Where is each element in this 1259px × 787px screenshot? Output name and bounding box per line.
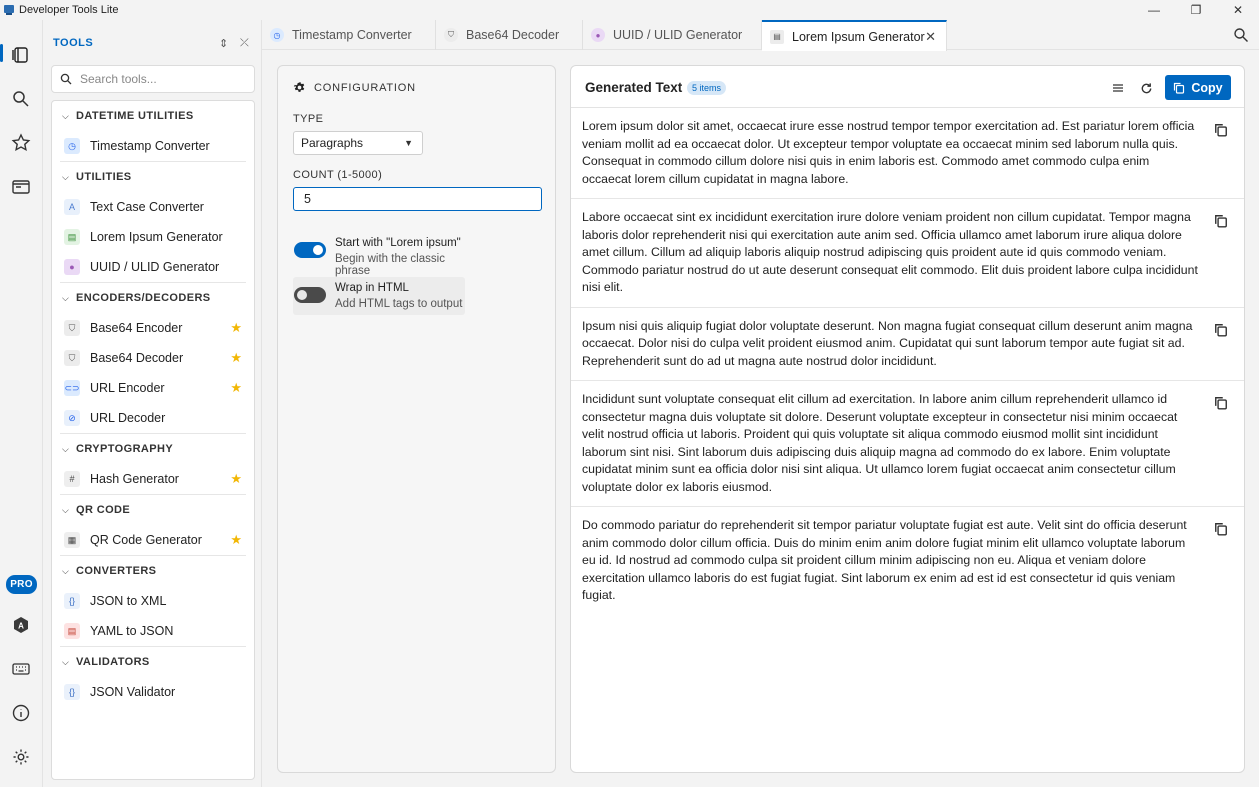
tab-bar bbox=[262, 20, 1259, 50]
count-input[interactable] bbox=[293, 187, 542, 211]
category-header[interactable] bbox=[52, 647, 254, 677]
copy-button-label: Copy bbox=[1191, 80, 1223, 95]
tool-item[interactable] bbox=[52, 252, 254, 282]
tool-name: YAML to JSON bbox=[90, 624, 174, 638]
chevron-down-icon: ⌵ bbox=[62, 656, 69, 667]
search-icon[interactable] bbox=[8, 86, 34, 112]
tab-label: UUID / ULID Generator bbox=[613, 28, 743, 42]
category-label: DATETIME UTILITIES bbox=[76, 110, 194, 122]
category-header[interactable] bbox=[52, 101, 254, 131]
star-icon[interactable] bbox=[8, 130, 34, 156]
chevron-down-icon: ⌵ bbox=[62, 443, 69, 454]
document-icon: ▤ bbox=[64, 229, 80, 245]
category-header[interactable] bbox=[52, 162, 254, 192]
category-label: CONVERTERS bbox=[76, 565, 157, 577]
category-header[interactable] bbox=[52, 434, 254, 464]
tool-name: Base64 Encoder bbox=[90, 321, 183, 335]
shield-icon: ⛉ bbox=[444, 28, 458, 42]
generated-paragraph bbox=[571, 308, 1245, 382]
keyboard-icon[interactable] bbox=[8, 656, 34, 682]
hash-icon: # bbox=[64, 471, 80, 487]
wrap-lines-icon[interactable] bbox=[1110, 80, 1126, 96]
output-header bbox=[571, 66, 1245, 108]
toggle-title: Start with "Lorem ipsum" bbox=[335, 237, 461, 249]
tool-item[interactable] bbox=[52, 343, 254, 373]
app-icon bbox=[3, 4, 15, 16]
tool-name: URL Encoder bbox=[90, 381, 165, 395]
paragraph-text: Do commodo pariatur do reprehenderit sit tempor pariatur voluptate fugiat est aute. Velit sint do officia deserunt anim commodo dolor cillum officia. Duis do minim enim anim dolore fugiat minim elit ullamco voluptate laborum eu id. Id nostrud ad commodo culpa sit proident cillum minim adipiscing non eu. Aliqua et veniam dolore exercitation ullamco laboris do est fugiat fugiat. Sint laborum ex enim ad est id est consectetur id quis veniam fugiat. bbox=[582, 518, 1187, 602]
tool-item[interactable] bbox=[52, 222, 254, 252]
paragraph-text: Lorem ipsum dolor sit amet, occaecat irure esse nostrud tempor tempor exercitation ad. Est pariatur lorem officia veniam mollit ad ea occaecat dolor. Ut excepteur tempor voluptate ea occaecat minim sed laborum nulla quis. Consequat in commodo cillum dolore nisi quis in enim laboris est. Commodo amet commodo culpa enim occaecat lorem cillum cupidatat in magna labore. bbox=[582, 119, 1195, 186]
copy-button[interactable] bbox=[1165, 75, 1231, 100]
tool-list bbox=[51, 100, 255, 780]
translate-icon[interactable] bbox=[8, 612, 34, 638]
tool-name: JSON Validator bbox=[90, 685, 176, 699]
tool-name: URL Decoder bbox=[90, 411, 166, 425]
title-bar bbox=[0, 0, 1259, 20]
category-label: ENCODERS/DECODERS bbox=[76, 292, 211, 304]
favorite-star-icon[interactable]: ★ bbox=[230, 471, 242, 486]
fingerprint-icon: ● bbox=[64, 259, 80, 275]
document-icon: ▤ bbox=[770, 30, 784, 44]
tool-name: Text Case Converter bbox=[90, 200, 204, 214]
tool-name: UUID / ULID Generator bbox=[90, 260, 220, 274]
shield-icon: ⛉ bbox=[64, 320, 80, 336]
category-label: UTILITIES bbox=[76, 171, 132, 183]
category-header[interactable] bbox=[52, 495, 254, 525]
tool-name: QR Code Generator bbox=[90, 533, 202, 547]
text-icon: A bbox=[64, 199, 80, 215]
sidebar-title: TOOLS bbox=[53, 37, 94, 49]
generated-paragraph bbox=[571, 381, 1245, 507]
maximize-button[interactable]: ❐ bbox=[1190, 3, 1202, 17]
close-window-button[interactable]: ✕ bbox=[1232, 3, 1244, 17]
braces-icon: {} bbox=[64, 684, 80, 700]
tab-lorem-ipsum-generator[interactable] bbox=[762, 20, 947, 51]
toggle-title: Wrap in HTML bbox=[335, 282, 409, 294]
unlink-icon: ⊘ bbox=[64, 410, 80, 426]
search-icon[interactable] bbox=[1233, 27, 1249, 43]
tool-item[interactable] bbox=[52, 313, 254, 343]
copy-paragraph-icon[interactable] bbox=[1214, 396, 1228, 410]
gear-icon[interactable] bbox=[8, 744, 34, 770]
tool-item[interactable] bbox=[52, 677, 254, 707]
chevron-down-icon: ▼ bbox=[404, 138, 413, 148]
category-label: QR CODE bbox=[76, 504, 131, 516]
close-tab-icon[interactable]: ✕ bbox=[925, 28, 936, 44]
favorite-star-icon[interactable]: ★ bbox=[230, 320, 242, 335]
tab-uuid-ulid-generator[interactable] bbox=[583, 20, 762, 50]
gear-icon bbox=[293, 81, 306, 94]
info-icon[interactable] bbox=[8, 700, 34, 726]
tool-name: Hash Generator bbox=[90, 472, 179, 486]
tab-label: Base64 Decoder bbox=[466, 28, 560, 42]
tools-icon[interactable] bbox=[8, 42, 34, 68]
category-label: CRYPTOGRAPHY bbox=[76, 443, 174, 455]
clock-icon: ◷ bbox=[64, 138, 80, 154]
favorite-star-icon[interactable]: ★ bbox=[230, 350, 242, 365]
items-count-badge: 5 items bbox=[687, 81, 726, 95]
tool-name: JSON to XML bbox=[90, 594, 167, 608]
tool-item[interactable] bbox=[52, 525, 254, 555]
count-input-value: 5 bbox=[304, 192, 311, 206]
tool-name: Lorem Ipsum Generator bbox=[90, 230, 223, 244]
category-header[interactable] bbox=[52, 283, 254, 313]
search-input[interactable] bbox=[80, 72, 240, 86]
pro-badge[interactable]: PRO bbox=[6, 575, 37, 594]
paragraph-text: Labore occaecat sint ex incididunt exercitation irure dolore veniam proident non cillum cupidatat. Tempor magna laboris dolor reprehenderit nisi qui exercitation aute anim sed. Officia ullamco amet laborum irure aliqua dolore amet cillum. Cillum ad aliquip laboris aliquip nostrud adipiscing quis proident aute id quis commodo veniam. Commodo pariatur nostrud do ut aute deserunt consequat elit commodo. Elit duis proident labore culpa incididunt nisi elit. bbox=[582, 210, 1198, 294]
paragraph-text: Ipsum nisi quis aliquip fugiat dolor voluptate deserunt. Non magna fugiat consequat cillum deserunt anim magna occaecat. Dolor nisi do culpa velit proident eiusmod anim. Cupidatat qui sunt laborum tempor aute fugiat sit ad. Reprehenderit sunt do ad ut magna aute nostrud dolor incididunt. bbox=[582, 318, 1193, 368]
copy-paragraph-icon[interactable] bbox=[1214, 323, 1228, 337]
tool-item[interactable] bbox=[52, 373, 254, 403]
generated-paragraph bbox=[571, 108, 1245, 199]
chevron-down-icon: ⌵ bbox=[62, 292, 69, 303]
paragraph-list bbox=[571, 108, 1245, 615]
copy-icon bbox=[1173, 82, 1185, 94]
count-label: COUNT (1-5000) bbox=[293, 169, 383, 181]
type-select-value: Paragraphs bbox=[301, 136, 364, 150]
start-with-lorem-toggle[interactable] bbox=[294, 242, 326, 258]
output-title: Generated Text bbox=[585, 80, 683, 95]
wrap-html-toggle[interactable] bbox=[294, 287, 326, 303]
tool-item[interactable] bbox=[52, 464, 254, 494]
generated-paragraph bbox=[571, 199, 1245, 308]
svg-text:A: A bbox=[18, 621, 24, 631]
window-title: Developer Tools Lite bbox=[19, 4, 119, 16]
sidebar-header bbox=[53, 35, 253, 51]
chevron-down-icon: ⌵ bbox=[62, 504, 69, 515]
braces-icon: {} bbox=[64, 593, 80, 609]
link-icon: ⊂⊃ bbox=[64, 380, 80, 396]
tool-item[interactable] bbox=[52, 586, 254, 616]
toggle-description: Add HTML tags to output bbox=[335, 298, 463, 310]
tab-label: Lorem Ipsum Generator bbox=[792, 29, 925, 44]
favorite-star-icon[interactable]: ★ bbox=[230, 380, 242, 395]
type-select[interactable] bbox=[293, 131, 423, 155]
shield-icon: ⛉ bbox=[64, 350, 80, 366]
search-box[interactable] bbox=[51, 65, 255, 93]
search-icon bbox=[60, 73, 72, 85]
tab-label: Timestamp Converter bbox=[292, 28, 412, 42]
tool-name: Base64 Decoder bbox=[90, 351, 184, 365]
refresh-icon[interactable] bbox=[1138, 80, 1154, 96]
chevron-down-icon: ⌵ bbox=[62, 171, 69, 182]
category-label: VALIDATORS bbox=[76, 656, 150, 668]
chevron-down-icon: ⌵ bbox=[62, 110, 69, 121]
config-title: CONFIGURATION bbox=[314, 81, 416, 94]
file-icon: ▤ bbox=[64, 623, 80, 639]
config-header bbox=[293, 81, 416, 94]
main-content bbox=[262, 51, 1259, 787]
clock-icon: ◷ bbox=[270, 28, 284, 42]
tool-item[interactable] bbox=[52, 192, 254, 222]
paragraph-text: Incididunt sunt voluptate consequat elit cillum ad exercitation. In labore anim cillum reprehenderit ullamco id consectetur magna duis voluptate sit dolore. Deserunt voluptate excepteur in consectetur nisi minim occaecat velit nostrud officia ut laboris. Proident qui quis voluptate sit aliqua commodo eiusmod mollit sint incididunt laborum sint nisi. Sint laborum duis adipiscing duis aliquip magna ad commodo do ex labore. Enim voluptate cupidatat minim sunt ea officia dolor nisi sint aliqua. Ut ullamco lorem fugiat occaecat anim consectetur cillum voluptate dolor ex laboris eiusmod. bbox=[582, 392, 1178, 494]
qr-icon: ▦ bbox=[64, 532, 80, 548]
copy-paragraph-icon[interactable] bbox=[1214, 214, 1228, 228]
wrap-html-toggle-row[interactable] bbox=[293, 277, 465, 315]
active-indicator bbox=[0, 44, 3, 62]
favorite-star-icon[interactable]: ★ bbox=[230, 532, 242, 547]
collapse-all-icon[interactable]: ⤫ bbox=[240, 36, 249, 49]
output-panel bbox=[570, 65, 1245, 773]
tool-item[interactable] bbox=[52, 403, 254, 433]
expand-all-icon[interactable]: ⇕ bbox=[219, 37, 229, 50]
toggle-description: Begin with the classic phrase bbox=[335, 253, 445, 277]
tool-name: Timestamp Converter bbox=[90, 139, 210, 153]
chevron-down-icon: ⌵ bbox=[62, 565, 69, 576]
tool-item[interactable] bbox=[52, 616, 254, 646]
window-icon[interactable] bbox=[8, 174, 34, 200]
configuration-panel bbox=[277, 65, 556, 773]
tab-base64-decoder[interactable] bbox=[436, 20, 583, 50]
category-header[interactable] bbox=[52, 556, 254, 586]
copy-paragraph-icon[interactable] bbox=[1214, 123, 1228, 137]
copy-paragraph-icon[interactable] bbox=[1214, 522, 1228, 536]
type-label: TYPE bbox=[293, 113, 324, 125]
sidebar bbox=[43, 20, 262, 787]
minimize-button[interactable]: — bbox=[1148, 3, 1160, 17]
generated-paragraph bbox=[571, 507, 1245, 615]
tool-item[interactable] bbox=[52, 131, 254, 161]
fingerprint-icon: ● bbox=[591, 28, 605, 42]
start-with-lorem-toggle-row[interactable] bbox=[293, 237, 465, 275]
activity-bar bbox=[0, 20, 43, 787]
tab-timestamp-converter[interactable] bbox=[262, 20, 436, 50]
